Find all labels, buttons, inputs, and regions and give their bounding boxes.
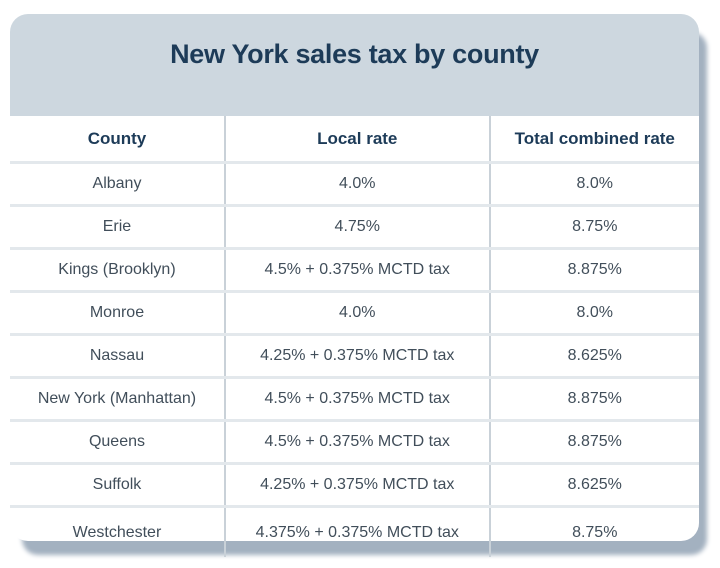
local-rate-cell: 4.25% + 0.375% MCTD tax [225,335,490,378]
county-cell: Nassau [10,335,225,378]
county-cell: Erie [10,206,225,249]
sales-tax-table [10,116,699,557]
county-cell: New York (Manhattan) [10,378,225,421]
local-rate-cell: 4.0% [225,163,490,206]
local-rate-cell: 4.5% + 0.375% MCTD tax [225,378,490,421]
table-row [10,421,699,464]
table-row [10,249,699,292]
county-cell: Monroe [10,292,225,335]
table-row [10,292,699,335]
table-row [10,163,699,206]
county-cell: Westchester [10,507,225,558]
local-rate-cell: 4.25% + 0.375% MCTD tax [225,464,490,507]
local-rate-cell: 4.0% [225,292,490,335]
combined-rate-cell: 8.875% [490,378,699,421]
table-row [10,464,699,507]
column-header-local-rate: Local rate [225,116,490,163]
local-rate-cell: 4.5% + 0.375% MCTD tax [225,421,490,464]
table-row [10,507,699,558]
table-row [10,206,699,249]
combined-rate-cell: 8.625% [490,335,699,378]
combined-rate-cell: 8.75% [490,507,699,558]
county-cell: Albany [10,163,225,206]
table-row [10,335,699,378]
local-rate-cell: 4.75% [225,206,490,249]
local-rate-cell: 4.5% + 0.375% MCTD tax [225,249,490,292]
page-title: New York sales tax by county [170,39,539,69]
combined-rate-cell: 8.625% [490,464,699,507]
sales-tax-card [10,14,699,541]
table-row [10,378,699,421]
card-header [10,14,699,116]
county-cell: Suffolk [10,464,225,507]
county-cell: Queens [10,421,225,464]
combined-rate-cell: 8.875% [490,421,699,464]
local-rate-cell: 4.375% + 0.375% MCTD tax [225,507,490,558]
combined-rate-cell: 8.0% [490,163,699,206]
county-cell: Kings (Brooklyn) [10,249,225,292]
combined-rate-cell: 8.875% [490,249,699,292]
column-header-county: County [87,128,147,148]
combined-rate-cell: 8.75% [490,206,699,249]
combined-rate-cell: 8.0% [490,292,699,335]
column-header-combined-rate: Total combined rate [514,128,675,148]
table-header-row [10,116,699,163]
